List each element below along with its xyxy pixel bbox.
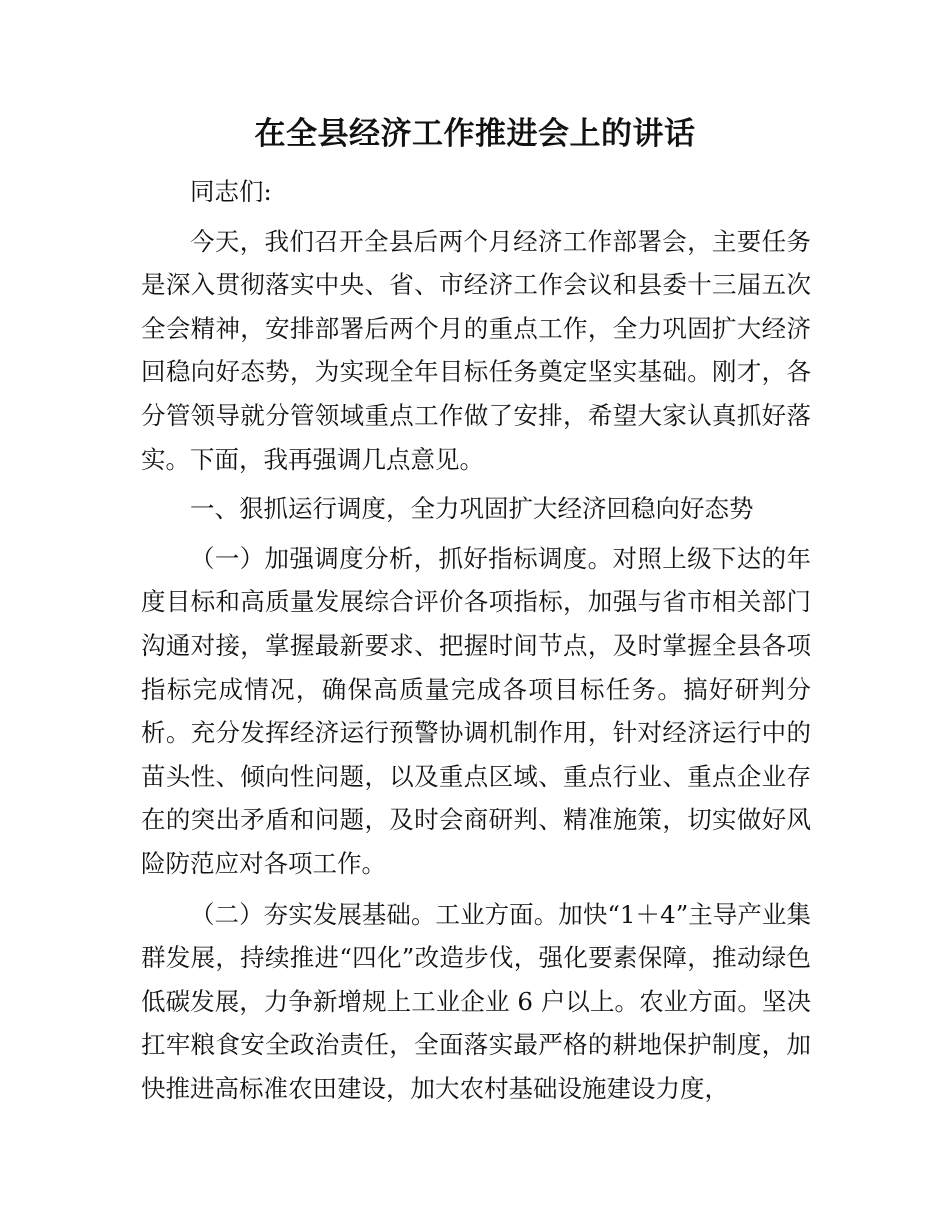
paragraph-opening: 今天，我们召开全县后两个月经济工作部署会，主要任务是深入贯彻落实中央、省、市经济工作会议和县委十三届五次全会精神，安排部署后两个月的重点工作，全力巩固扩大经济回稳向好态势，为实现全年目标任务奠定坚实基础。刚才，各分管领导就分管领域重点工作做了安排，希望大家认真抓好落实。下面，我再强调几点意见。 xyxy=(141,226,811,474)
document-title: 在全县经济工作推进会上的讲话 xyxy=(254,116,696,152)
section-heading-1: 一、狠抓运行调度，全力巩固扩大经济回稳向好态势 xyxy=(190,494,754,524)
paragraph-subsection-1: （一）加强调度分析，抓好指标调度。对照上级下达的年度目标和高质量发展综合评价各项指标，加强与省市相关部门沟通对接，掌握最新要求、把握时间节点，及时掌握全县各项指标完成情况，确保高质量完成各项目标任务。搞好研判分析。充分发挥经济运行预警协调机制作用，针对经济运行中的苗头性、倾向性问题，以及重点区域、重点行业、重点企业存在的突出矛盾和问题，及时会商研判、精准施策，切实做好风险防范应对各项工作。 xyxy=(141,543,811,878)
document-body xyxy=(141,170,811,1110)
paragraph-subsection-2: （二）夯实发展基础。工业方面。加快“1＋4”主导产业集群发展，持续推进“四化”改造步伐，强化要素保障，推动绿色低碳发展，力争新增规上工业企业 6 户以上。农业方面。坚决扛牢粮食安全政治责任，全面落实最严格的耕地保护制度，加快推进高标准农田建设，加大农村基础设施建设力度， xyxy=(141,899,811,1103)
salutation: 同志们: xyxy=(190,177,272,206)
